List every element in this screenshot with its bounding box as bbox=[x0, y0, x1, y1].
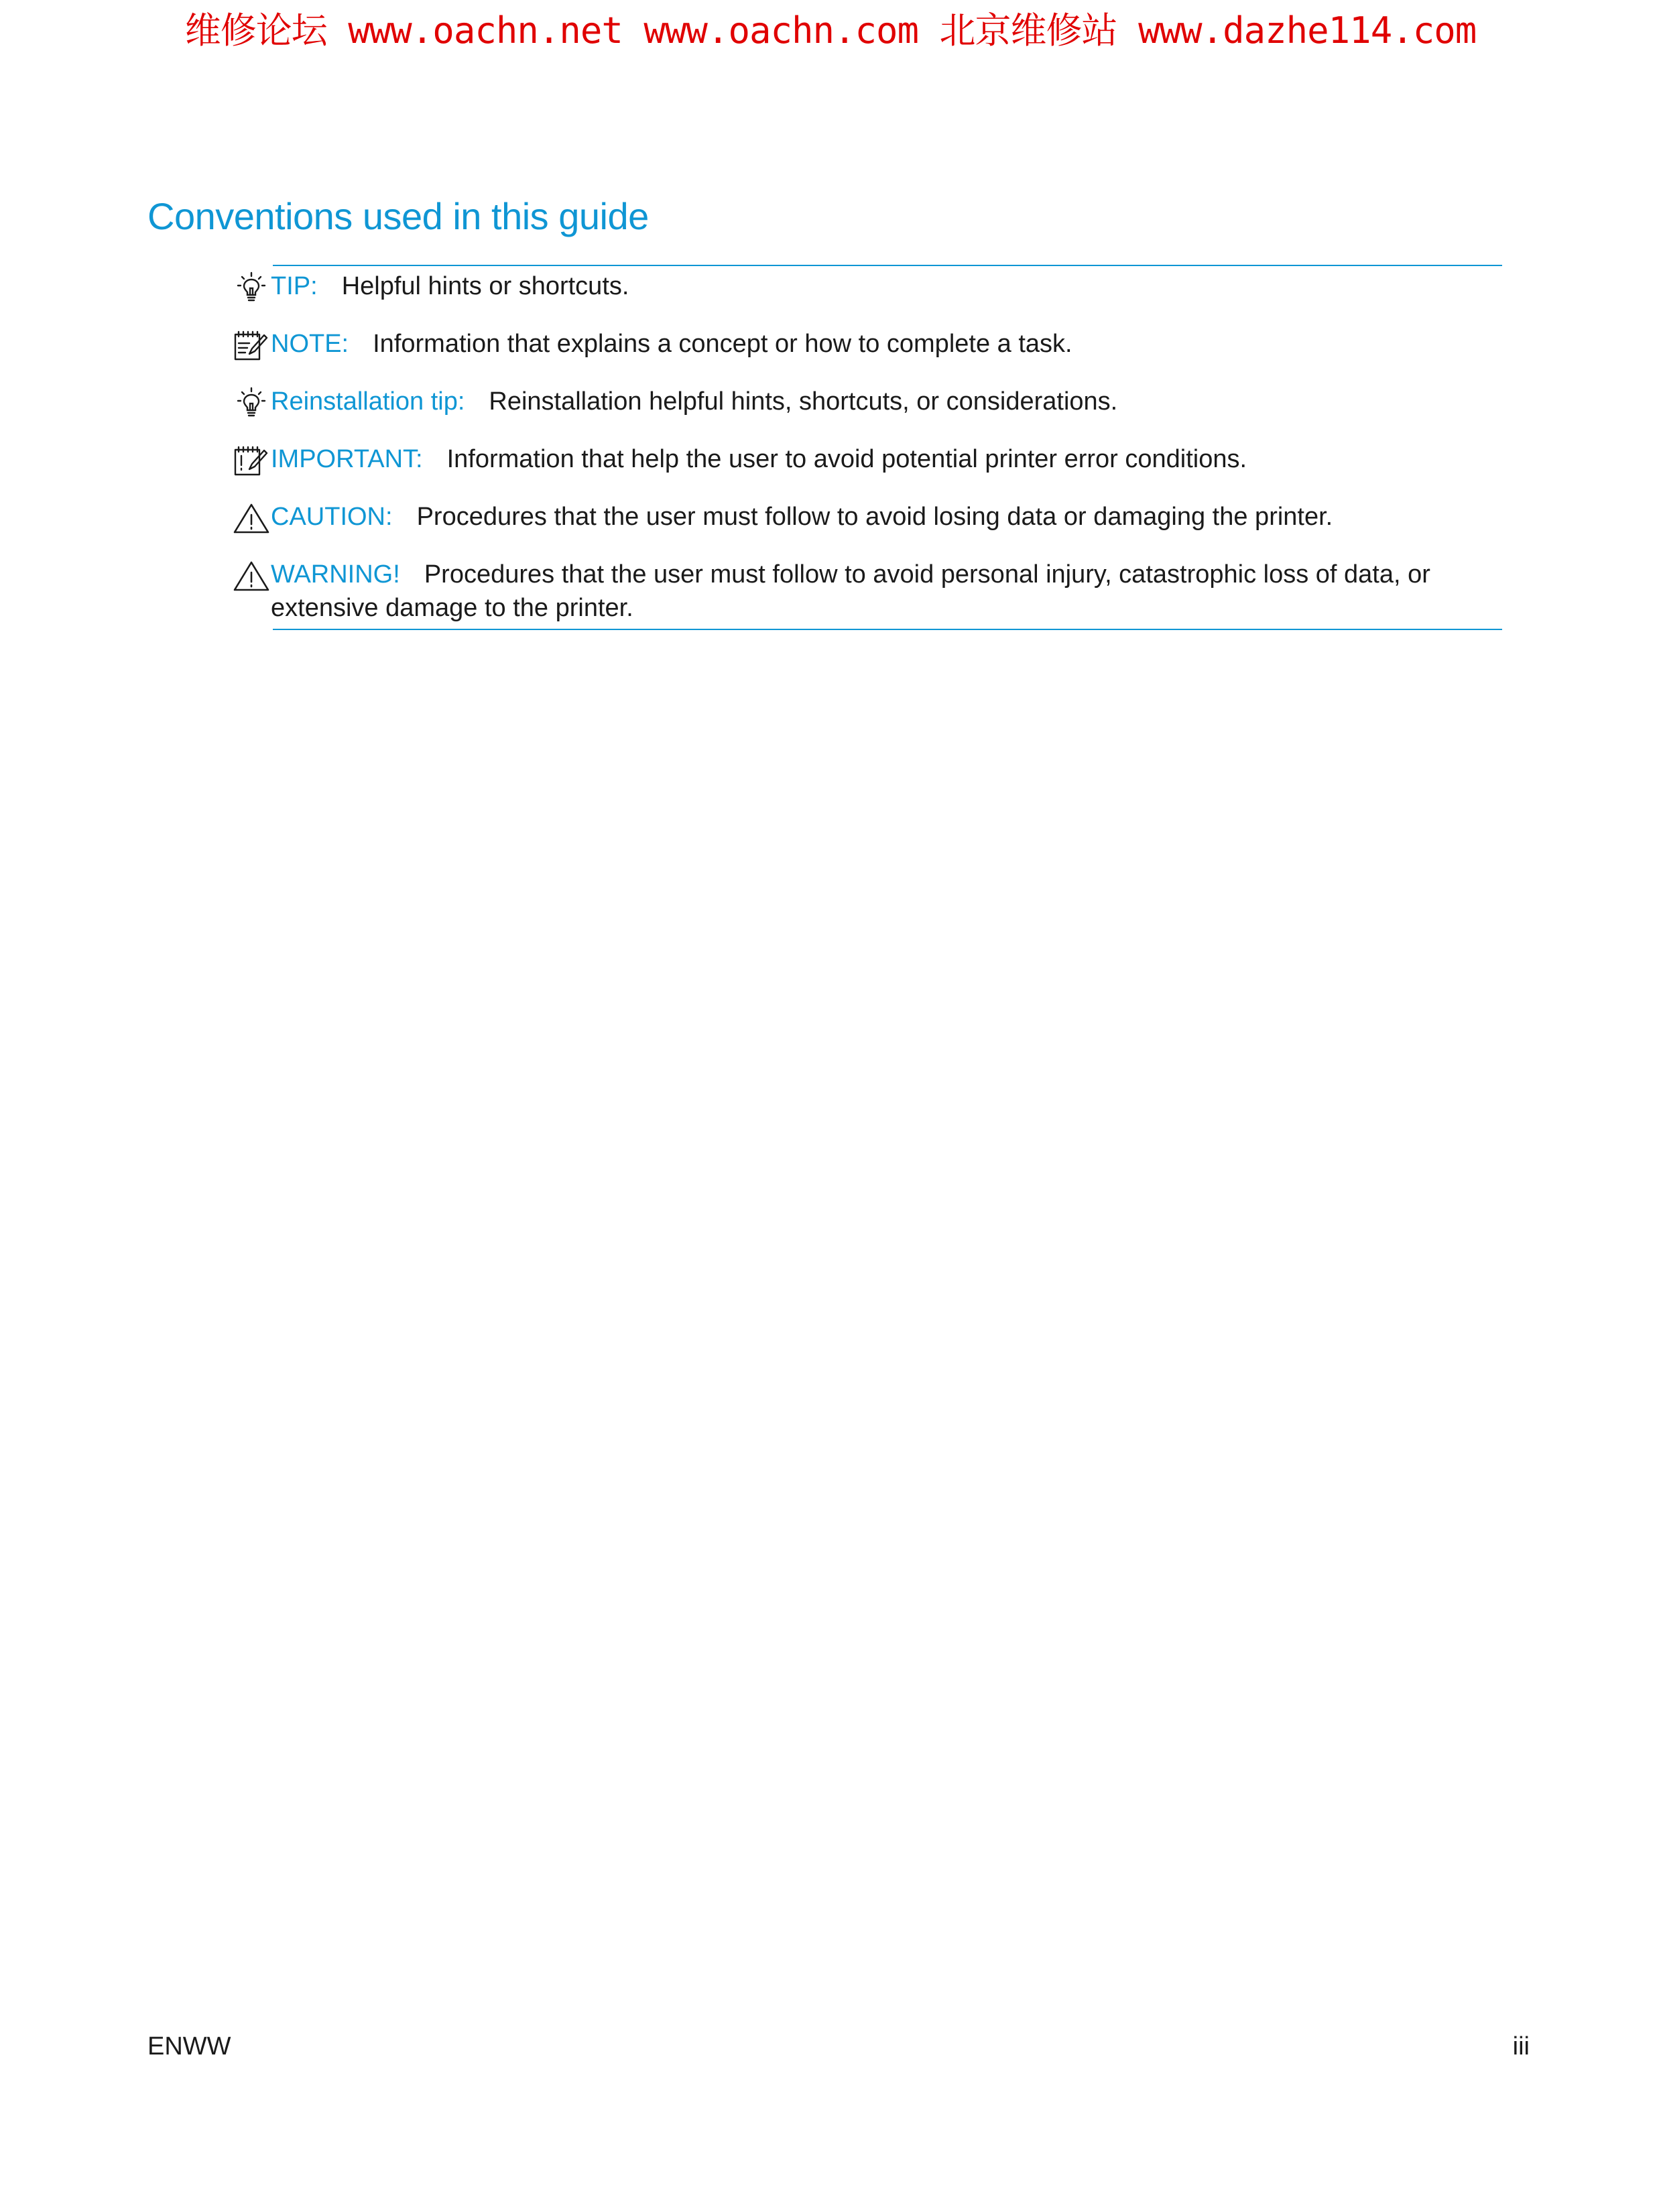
note-label: NOTE: bbox=[271, 330, 349, 358]
tip-text: Helpful hints or shortcuts. bbox=[341, 272, 629, 300]
warning-triangle-icon bbox=[232, 501, 271, 535]
tip-label: TIP: bbox=[271, 272, 318, 300]
section-bottom-rule bbox=[273, 629, 1502, 630]
section-top-rule bbox=[273, 265, 1502, 266]
warning-item bbox=[232, 558, 1502, 625]
important-item bbox=[232, 442, 1502, 477]
reinstallation-tip-label: Reinstallation tip: bbox=[271, 387, 465, 416]
lightbulb-icon bbox=[232, 386, 271, 420]
warning-text: Procedures that the user must follow to avoid personal injury, catastrophic loss of data, or extensive damage to the printer. bbox=[271, 560, 1430, 622]
caution-item bbox=[232, 500, 1502, 535]
caution-label: CAUTION: bbox=[271, 503, 393, 531]
footer-page-number: iii bbox=[1512, 2032, 1530, 2061]
reinstallation-tip-text: Reinstallation helpful hints, shortcuts, or considerations. bbox=[489, 387, 1118, 416]
tip-item bbox=[232, 269, 1502, 304]
footer-doc-code: ENWW bbox=[147, 2032, 231, 2061]
note-item bbox=[232, 327, 1502, 362]
page-title: Conventions used in this guide bbox=[147, 195, 649, 237]
note-pad-icon bbox=[232, 328, 271, 362]
lightbulb-icon bbox=[232, 271, 271, 304]
important-text: Information that help the user to avoid potential printer error conditions. bbox=[446, 445, 1247, 473]
note-text: Information that explains a concept or how to complete a task. bbox=[373, 330, 1072, 358]
reinstallation-tip-item bbox=[232, 385, 1502, 420]
important-label: IMPORTANT: bbox=[271, 445, 423, 473]
important-pad-icon bbox=[232, 444, 271, 477]
watermark-text: 维修论坛 www.oachn.net www.oachn.com 北京维修站 www.dazhe114.com bbox=[184, 9, 1477, 52]
caution-text: Procedures that the user must follow to avoid losing data or damaging the printer. bbox=[416, 503, 1333, 531]
warning-label: WARNING! bbox=[271, 560, 400, 589]
warning-triangle-icon bbox=[232, 559, 271, 593]
